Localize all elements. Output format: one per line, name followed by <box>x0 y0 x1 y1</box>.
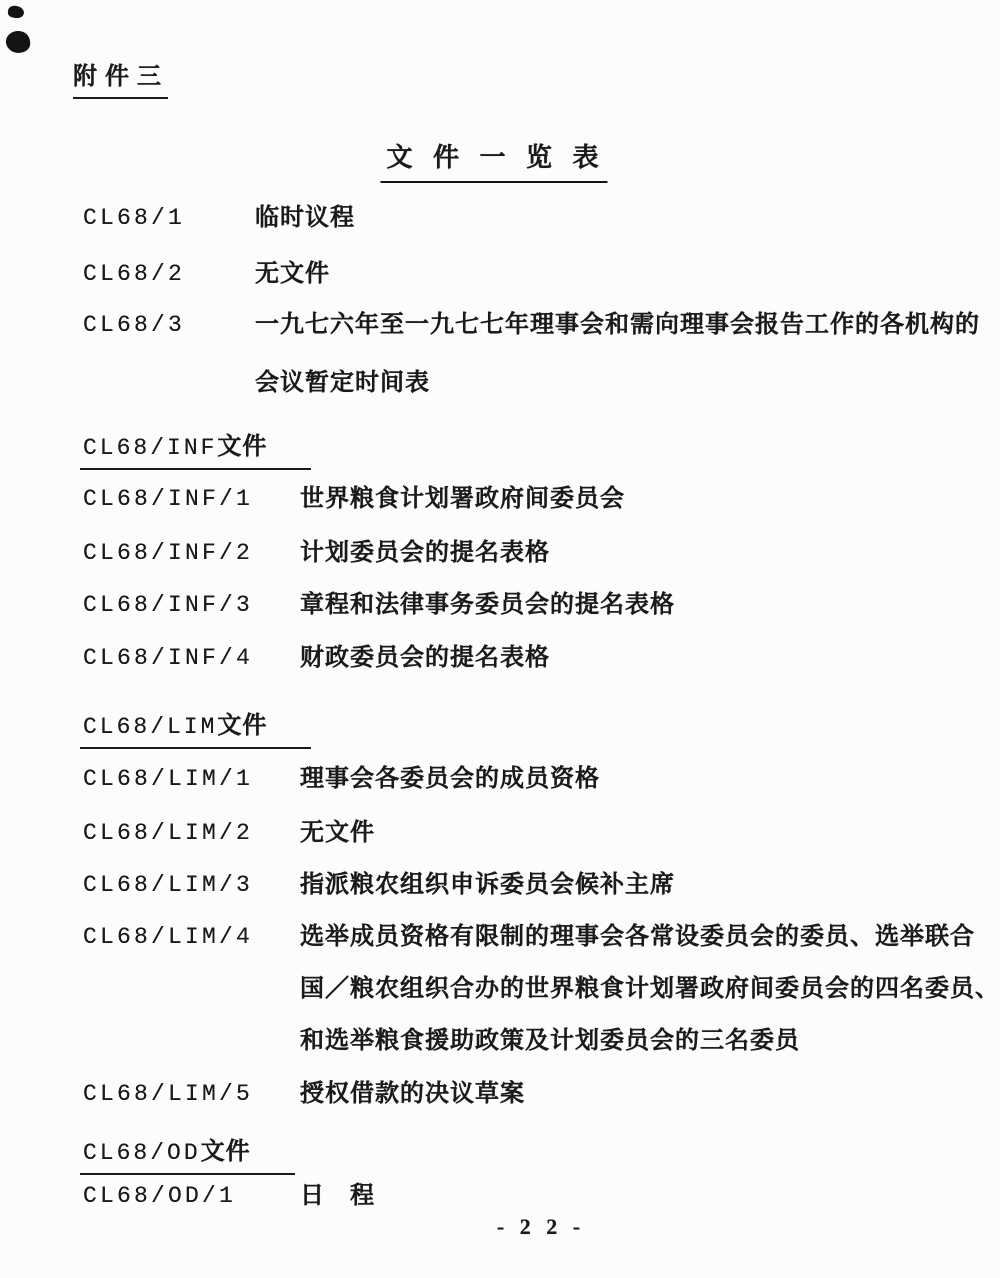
doc-code: CL68/INF/1 <box>83 486 254 512</box>
section-heading-code: CL68/OD <box>83 1140 201 1166</box>
doc-description <box>255 206 984 231</box>
scan-artifact-blob <box>4 29 31 54</box>
doc-description <box>300 767 984 792</box>
section-heading <box>80 705 311 749</box>
section-heading-code: CL68/LIM <box>83 714 218 740</box>
doc-code: CL68/LIM/2 <box>83 820 254 846</box>
doc-description-line: 指派粮农组织申诉委员会候补主席 <box>300 872 675 898</box>
doc-description-line: 临时议程 <box>255 205 355 231</box>
doc-description-line: 财政委员会的提名表格 <box>300 645 550 671</box>
doc-description-line: 一九七六年至一九七七年理事会和需向理事会报告工作的各机构的 <box>255 312 980 338</box>
doc-description-line: 授权借款的决议草案 <box>300 1081 525 1107</box>
doc-code: CL68/1 <box>83 205 186 231</box>
doc-code: CL68/INF/4 <box>83 645 254 671</box>
doc-description <box>300 541 984 566</box>
doc-code: CL68/LIM/3 <box>83 872 254 898</box>
doc-description-line: 无文件 <box>300 820 375 846</box>
doc-code: CL68/LIM/1 <box>83 766 254 792</box>
doc-code: CL68/2 <box>83 261 186 287</box>
section-heading-code: CL68/INF <box>83 435 218 461</box>
doc-description <box>300 487 984 512</box>
doc-description <box>300 646 984 671</box>
scan-artifact-blob <box>7 5 25 19</box>
doc-description <box>300 821 984 846</box>
section-heading <box>80 426 311 470</box>
doc-description-line: 选举成员资格有限制的理事会各常设委员会的委员、选举联合 <box>300 924 975 950</box>
doc-description-line: 国／粮农组织合办的世界粮食计划署政府间委员会的四名委员、 <box>300 976 1000 1003</box>
section-heading-suffix: 文件 <box>217 713 268 739</box>
doc-description <box>300 873 984 898</box>
doc-description-line: 章程和法律事务委员会的提名表格 <box>300 592 675 618</box>
doc-description <box>300 924 1000 1055</box>
doc-code: CL68/LIM/5 <box>83 1081 254 1107</box>
section-heading-suffix: 文件 <box>200 1139 251 1165</box>
doc-code: CL68/OD/1 <box>83 1183 237 1209</box>
page-number: - 2 2 - <box>496 1214 586 1239</box>
doc-description-line: 无文件 <box>255 261 330 287</box>
doc-description <box>300 1184 984 1209</box>
doc-code: CL68/3 <box>83 312 186 338</box>
doc-description-line: 会议暂定时间表 <box>255 370 430 397</box>
doc-description <box>300 1082 984 1107</box>
doc-description-line: 计划委员会的提名表格 <box>300 540 550 566</box>
doc-description <box>255 262 984 287</box>
doc-code: CL68/INF/3 <box>83 592 254 618</box>
section-heading-suffix: 文件 <box>217 434 268 460</box>
doc-code: CL68/INF/2 <box>83 540 254 566</box>
doc-description <box>300 593 984 618</box>
doc-description <box>255 313 984 396</box>
annex-label: 附 件 三 <box>73 56 168 99</box>
section-heading <box>80 1131 295 1175</box>
doc-description-line: 理事会各委员会的成员资格 <box>300 766 600 792</box>
page-title: 文 件 一 览 表 <box>380 137 607 183</box>
doc-code: CL68/LIM/4 <box>83 924 254 950</box>
doc-description-line: 和选举粮食援助政策及计划委员会的三名委员 <box>300 1028 800 1055</box>
doc-description-line: 日 程 <box>300 1183 375 1209</box>
doc-description-line: 世界粮食计划署政府间委员会 <box>300 486 625 512</box>
